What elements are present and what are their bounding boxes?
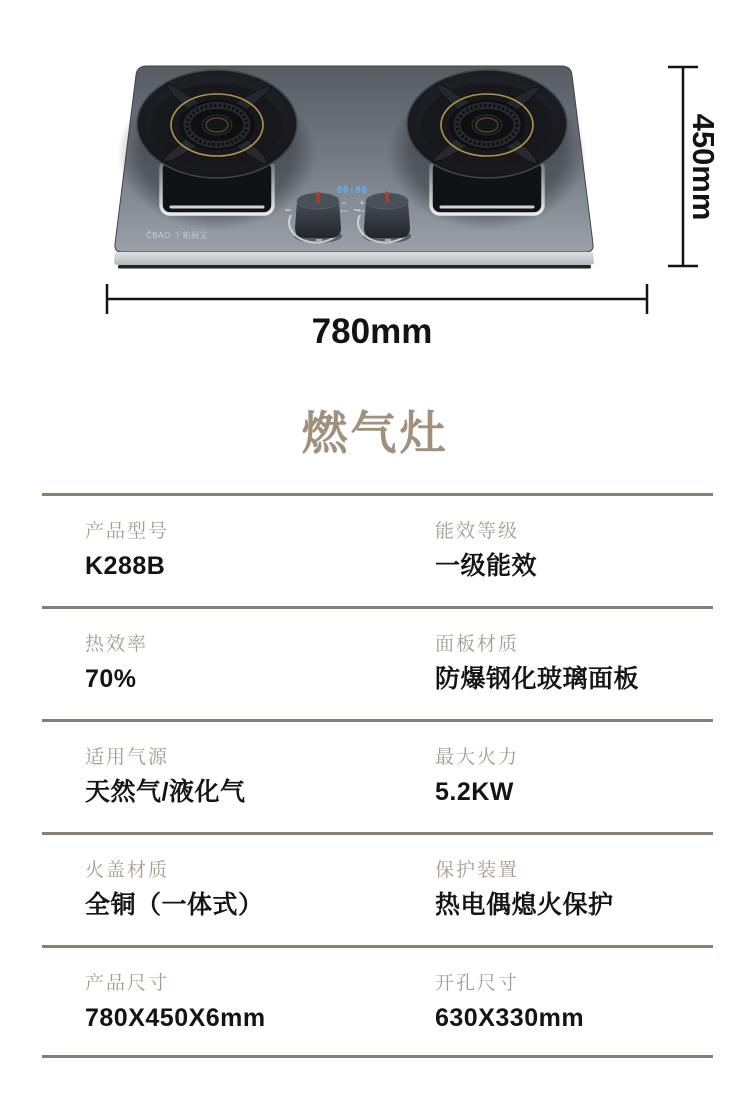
height-dimension-label: 450mm — [686, 113, 721, 221]
spec-max-power — [435, 747, 713, 812]
spec-value: 780X450X6mm — [85, 1003, 266, 1032]
spec-panel-material — [435, 634, 713, 699]
spec-thermal-efficiency — [85, 634, 435, 699]
spec-row-efficiency-panel — [42, 606, 713, 719]
spec-label: 最大火力 — [435, 747, 520, 768]
spec-label: 能效等级 — [435, 521, 520, 542]
width-dimension-label: 780mm — [311, 312, 433, 351]
spec-label: 热效率 — [85, 634, 149, 655]
spec-cap-material — [85, 860, 435, 925]
spec-value: 防爆钢化玻璃面板 — [435, 664, 640, 693]
minus-icon: − — [341, 198, 347, 208]
spec-value: 5.2KW — [435, 777, 514, 806]
spec-label: 产品型号 — [85, 521, 170, 542]
led-display: 80:80 — [336, 185, 368, 196]
spec-value: 一级能效 — [435, 551, 538, 580]
spec-label: 开孔尺寸 — [435, 973, 520, 994]
width-dimension-line — [107, 284, 647, 314]
spec-label: 火盖材质 — [85, 860, 170, 881]
page-title: 燃气灶 — [301, 407, 449, 459]
spec-label: 产品尺寸 — [85, 973, 170, 994]
plus-icon: + — [359, 198, 365, 208]
spec-value: 70% — [85, 664, 137, 693]
spec-label: 保护装置 — [435, 860, 520, 881]
stove-image — [0, 0, 750, 360]
spec-row-model-energy — [42, 493, 713, 606]
spec-label: 面板材质 — [435, 634, 520, 655]
spec-cutout-size — [435, 973, 713, 1035]
spec-row-sizes — [42, 945, 713, 1058]
spec-label: 适用气源 — [85, 747, 170, 768]
spec-protection-device — [435, 860, 713, 925]
panel-front-edge — [114, 252, 594, 265]
product-hero — [0, 0, 750, 360]
spec-product-size — [85, 973, 435, 1035]
spec-energy-rating — [435, 521, 713, 586]
spec-row-gas-power — [42, 719, 713, 832]
spec-gas-source — [85, 747, 435, 812]
spec-value: K288B — [85, 551, 166, 580]
spec-value: 天然气/液化气 — [85, 777, 246, 806]
spec-value: 630X330mm — [435, 1003, 585, 1032]
spec-row-cap-protection — [42, 832, 713, 945]
spec-value: 全铜（一体式） — [85, 890, 264, 919]
spec-product-model — [85, 521, 435, 586]
spec-value: 热电偶熄火保护 — [435, 890, 614, 919]
brand-logo: ĈBAO·千帕厨宝 — [146, 231, 208, 240]
spec-table — [42, 493, 713, 1058]
